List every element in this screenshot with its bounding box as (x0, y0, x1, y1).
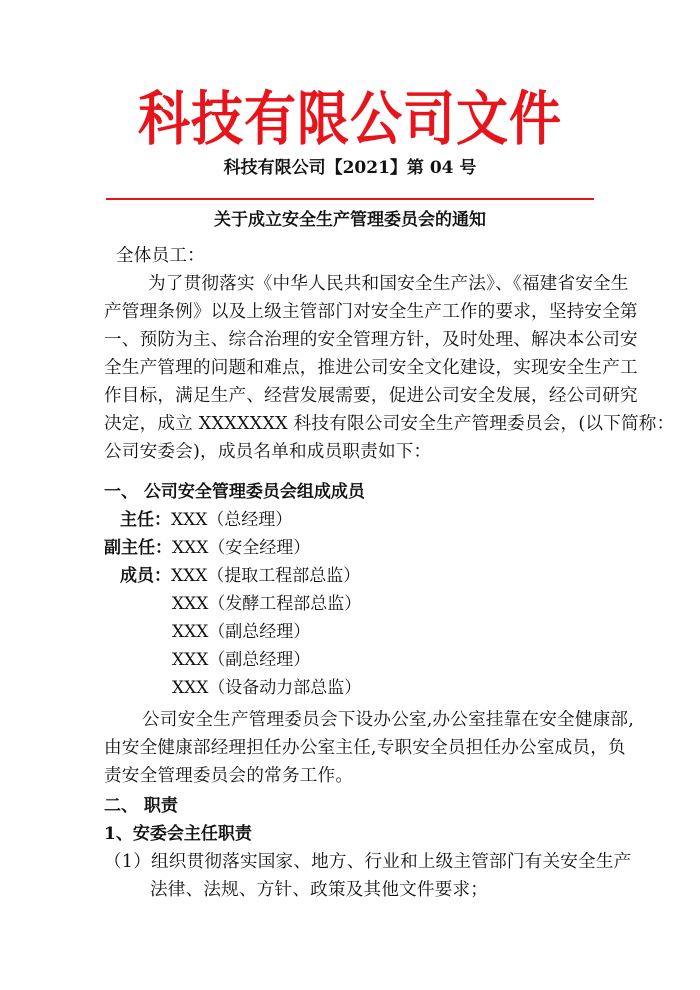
intro-line-3: 一、预防为主、综合治理的安全管理方针，及时处理、解决本公司安 (104, 330, 638, 350)
director-row (120, 508, 292, 532)
intro-line-1: 为了贯彻落实《中华人民共和国安全生产法》、《福建省安全生 (148, 274, 629, 294)
deputy-director-label: 副主任： (104, 538, 172, 558)
intro-line-6: 决定，成立 XXXXXXX 科技有限公司安全生产管理委员会，(以下简称： (104, 414, 675, 434)
member-3: XXX（副总经理） (172, 622, 311, 642)
intro-line-5: 作目标，满足生产、经营发展需要，促进公司安全发展，经公司研究 (104, 386, 638, 406)
intro-line-7: 公司安委会)，成员名单和成员职责如下： (104, 442, 432, 462)
intro-line-4: 全生产管理的问题和难点，推进公司安全文化建设，实现安全生产工 (104, 358, 638, 378)
member-2: XXX（发酵工程部总监） (172, 594, 362, 614)
header-red-rule (106, 198, 594, 200)
duty-item-1-line-1: （1）组织贯彻落实国家、地方、行业和上级主管部门有关安全生产 (104, 852, 632, 872)
office-line-1: 公司安全生产管理委员会下设办公室,办公室挂靠在安全健康部, (142, 710, 635, 730)
member-5: XXX（设备动力部总监） (172, 678, 362, 698)
deputy-director-value: XXX（安全经理） (172, 538, 311, 558)
member-4: XXX（副总经理） (172, 650, 311, 670)
duty-item-1-line-2: 法律、法规、方针、政策及其他文件要求； (150, 880, 489, 900)
members-label: 成员： (120, 566, 171, 586)
deputy-director-row (104, 536, 310, 560)
member-1: XXX（提取工程部总监） (171, 566, 361, 586)
document-number: 科技有限公司【2021】第 04 号 (223, 158, 477, 178)
document-title: 科技有限公司文件 (137, 85, 562, 154)
section-2-subheading: 1、安委会主任职责 (104, 824, 252, 844)
office-line-3: 责安全管理委员会的常务工作。 (104, 766, 354, 786)
office-line-2: 由安全健康部经理担任办公室主任,专职安全员担任办公室成员，负 (104, 738, 626, 758)
members-row (120, 564, 360, 588)
section-1-heading: 一、 公司安全管理委员会组成成员 (104, 482, 365, 502)
director-label: 主任： (120, 510, 171, 530)
salutation: 全体员工： (116, 246, 205, 266)
intro-line-2: 产管理条例》以及上级主管部门对安全生产工作的要求，坚持安全第 (104, 302, 638, 322)
section-2-heading: 二、 职责 (104, 796, 178, 816)
director-value: XXX（总经理） (171, 510, 293, 530)
notice-title: 关于成立安全生产管理委员会的通知 (214, 210, 486, 230)
